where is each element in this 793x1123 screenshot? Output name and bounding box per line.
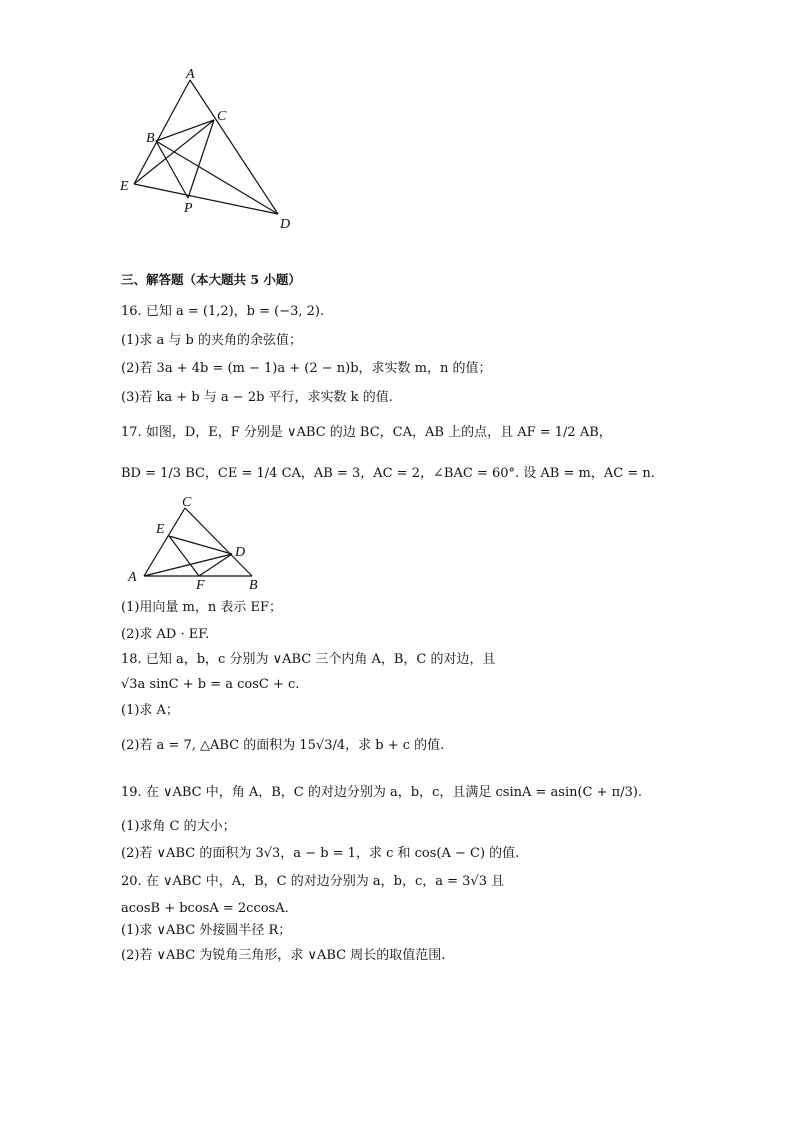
label-d: D — [280, 217, 291, 232]
q16-part1: (1)求 a 与 b 的夹角的余弦值； — [121, 333, 303, 348]
section-title: 三、解答题（本大题共 5 小题） — [121, 272, 301, 287]
q20-line1-text: 在 ∨ABC 中，A，B，C 的对边分别为 a，b，c，a = 3√3 且 — [145, 874, 505, 889]
q19-line1 — [121, 784, 642, 802]
q17-part2: (2)求 AD · EF. — [121, 627, 210, 642]
q16-stem-text: 已知 a = (1,2)，b = (−3, 2). — [145, 304, 325, 319]
figure-triangle-abced — [110, 62, 310, 237]
label-a: A — [186, 67, 195, 82]
label-e: E — [156, 522, 165, 537]
q18-part2: (2)若 a = 7, △ABC 的面积为 15√3/4，求 b + c 的值. — [121, 738, 445, 753]
q16-stem — [121, 303, 324, 321]
q17-line1-text: 如图，D，E，F 分别是 ∨ABC 的边 BC，CA，AB 上的点，且 AF = 1/2 AB， — [145, 425, 612, 440]
q18-line1 — [121, 651, 496, 669]
label-a: A — [128, 570, 137, 585]
q17-line1 — [121, 424, 612, 442]
q18-line1-text: 已知 a，b，c 分别为 ∨ABC 三个内角 A，B，C 的对边，且 — [145, 652, 496, 667]
q16-part2: (2)若 3a + 4b = (m − 1)a + (2 − n)b，求实数 m，n 的值； — [121, 361, 492, 376]
q20-number: 20. — [121, 874, 142, 889]
edge-cp — [188, 120, 214, 198]
figure-triangle-acb — [122, 496, 272, 592]
edge-ad — [144, 554, 232, 576]
edge-ac — [144, 508, 185, 576]
q20-line1 — [121, 873, 504, 891]
label-d: D — [235, 545, 246, 560]
q19-line1-text: 在 ∨ABC 中，角 A，B，C 的对边分别为 a，b，c，且满足 csinA = asin(C + π/3). — [145, 785, 643, 800]
edge-bd — [156, 141, 278, 214]
q16-part3: (3)若 ka + b 与 a − 2b 平行，求实数 k 的值. — [121, 390, 393, 405]
q19-part1: (1)求角 C 的大小； — [121, 819, 236, 834]
q17-line2: BD = 1/3 BC，CE = 1/4 CA，AB = 3，AC = 2，∠BAC = 60°. 设 AB = m，AC = n. — [121, 466, 655, 481]
q17-number: 17. — [121, 425, 142, 440]
q17-part1: (1)用向量 m，n 表示 EF； — [121, 600, 283, 615]
label-b: B — [249, 578, 258, 592]
q20-line2: acosB + bcosA = 2ccosA. — [121, 901, 289, 916]
edge-cb — [185, 508, 252, 576]
q18-line2: √3a sinC + b = a cosC + c. — [121, 677, 300, 692]
q19-part2: (2)若 ∨ABC 的面积为 3√3，a − b = 1，求 c 和 cos(A − C) 的值. — [121, 846, 520, 861]
q18-part1: (1)求 A； — [121, 703, 179, 718]
edge-ef — [169, 536, 199, 576]
q20-part2: (2)若 ∨ABC 为锐角三角形，求 ∨ABC 周长的取值范围. — [121, 948, 446, 963]
q19-number: 19. — [121, 785, 142, 800]
q20-part1: (1)求 ∨ABC 外接圆半径 R； — [121, 923, 292, 938]
edge-ed — [134, 184, 278, 214]
edge-df — [199, 554, 232, 576]
edge-bc — [156, 120, 214, 141]
label-b: B — [146, 131, 155, 146]
q16-number: 16. — [121, 304, 142, 319]
label-c: C — [217, 109, 227, 124]
label-p: P — [184, 201, 193, 216]
edge-ad — [190, 80, 278, 214]
label-e: E — [120, 179, 129, 194]
edge-ed — [169, 536, 232, 554]
q18-number: 18. — [121, 652, 142, 667]
label-f: F — [196, 578, 205, 592]
label-c: C — [182, 496, 192, 510]
